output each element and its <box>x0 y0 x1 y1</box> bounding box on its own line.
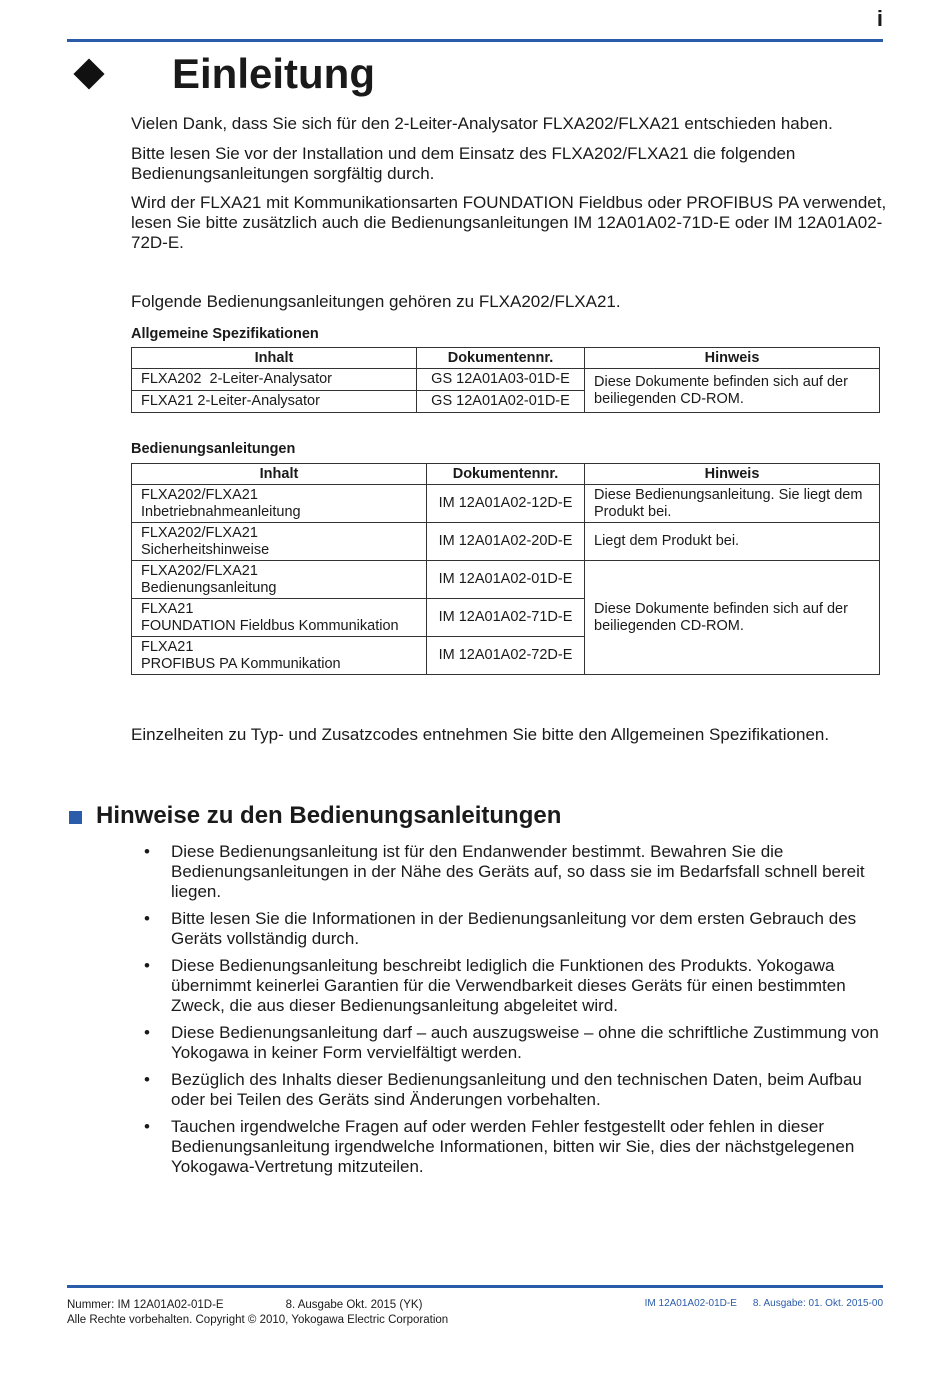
list-item <box>140 842 885 902</box>
table-cell-nr: IM 12A01A02-01D-E <box>427 561 585 599</box>
details-text: Einzelheiten zu Typ- und Zusatzcodes entnehmen Sie bitte den Allgemeinen Spezifikationen. <box>131 725 830 744</box>
inhalt-line-2: Sicherheitshinweise <box>141 541 270 558</box>
list-item-text: Diese Bedienungsanleitung beschreibt lediglich die Funktionen des Produkts. Yokogawa übernimmt keinerlei Garantien für die Verwendbarkeit dieses Geräts für einen bestimmten Zweck, die aus dieser Bedienungsanleitung abgeleitet wird. <box>171 956 846 1015</box>
inhalt-line-1: FLXA202/FLXA21 <box>141 486 258 503</box>
intro-paragraph-2: Bitte lesen Sie vor der Installation und dem Einsatz des FLXA202/FLXA21 die folgenden Bedienungsanleitungen sorgfältig durch. <box>131 144 796 183</box>
table-cell-inhalt: FLXA21 2-Leiter-Analysator <box>132 391 417 413</box>
inhalt-line-2: PROFIBUS PA Kommunikation <box>141 655 341 672</box>
bullet-icon: • <box>144 909 150 928</box>
table-row <box>132 523 880 561</box>
bullet-icon: • <box>144 956 150 975</box>
list-item-text: Bezüglich des Inhalts dieser Bedienungsanleitung und den technischen Daten, beim Aufbau oder bei Teilen des Geräts sind Änderungen vorbehalten. <box>171 1070 862 1109</box>
list-item <box>140 1117 885 1177</box>
intro-paragraph-3: Wird der FLXA21 mit Kommunikationsarten FOUNDATION Fieldbus oder PROFIBUS PA verwendet, lesen Sie bitte zusätzlich auch die Bedienungsanleitungen IM 12A01A02-71D-E oder IM 12A01A02-72D-E. <box>131 193 887 252</box>
list-item-text: Diese Bedienungsanleitung darf – auch auszugsweise – ohne die schriftliche Zustimmung von Yokogawa in keiner Form vervielfältigt werden. <box>171 1023 879 1062</box>
page-title: Einleitung <box>172 50 375 97</box>
table2-label: Bedienungsanleitungen <box>131 441 296 457</box>
list-item-text: Diese Bedienungsanleitung ist für den Endanwender bestimmt. Bewahren Sie die Bedienungsanleitungen in der Nähe des Geräts auf, so dass sie im Bedarfsfall schnell bereit liegen. <box>171 842 865 901</box>
table-cell-nr: IM 12A01A02-72D-E <box>427 637 585 675</box>
inhalt-line-1: FLXA21 <box>141 638 194 655</box>
footer-right <box>645 1298 883 1309</box>
table-cell-hinweis: Liegt dem Produkt bei. <box>585 523 880 561</box>
inhalt-line-1: FLXA202/FLXA21 <box>141 524 258 541</box>
inhalt-line-1: FLXA202/FLXA21 <box>141 562 258 579</box>
notes-list <box>140 842 885 1184</box>
inhalt-line-2: Bedienungsanleitung <box>141 579 277 596</box>
table-cell-inhalt <box>132 637 427 675</box>
table-row <box>132 485 880 523</box>
page-number: i <box>876 6 883 31</box>
table-row <box>132 561 880 599</box>
footer-nummer: Nummer: IM 12A01A02-01D-E <box>67 1299 224 1311</box>
list-item-text: Bitte lesen Sie die Informationen in der Bedienungsanleitung vor dem ersten Gebrauch des Geräts vollständig durch. <box>171 909 857 948</box>
bullet-icon: • <box>144 1070 150 1089</box>
table1-label: Allgemeine Spezifikationen <box>131 326 319 342</box>
table-cell-inhalt <box>132 561 427 599</box>
table-cell-inhalt <box>132 523 427 561</box>
bullet-icon: • <box>144 1117 150 1136</box>
intro-paragraph-1: Vielen Dank, dass Sie sich für den 2-Leiter-Analysator FLXA202/FLXA21 entschieden haben. <box>131 114 833 133</box>
table-cell-hinweis: Diese Bedienungsanleitung. Sie liegt dem Produkt bei. <box>585 485 880 523</box>
list-item <box>140 1070 885 1110</box>
table2-header-inhalt: Inhalt <box>132 464 427 485</box>
table1-header-nr: Dokumentennr. <box>417 348 585 369</box>
footer-doc-number: IM 12A01A02-01D-E <box>644 1298 737 1309</box>
section2-title: Hinweise zu den Bedienungsanleitungen <box>96 802 562 829</box>
list-item <box>140 956 885 1016</box>
list-item-text: Tauchen irgendwelche Fragen auf oder werden Fehler festgestellt oder fehlen in dieser Bedienungsanleitung irgendwelche Informationen, bitten wir Sie, dies der nächstgelegenen Yokogawa-Vertretung mitzuteilen. <box>171 1117 855 1176</box>
table-row <box>132 369 880 391</box>
inhalt-line-1: FLXA21 <box>141 600 194 617</box>
docs-intro: Folgende Bedienungsanleitungen gehören zu FLXA202/FLXA21. <box>131 292 621 311</box>
table-cell-nr: IM 12A01A02-20D-E <box>427 523 585 561</box>
table-cell-hinweis: Diese Dokumente befinden sich auf der beiliegenden CD-ROM. <box>585 561 880 675</box>
table-cell-inhalt: FLXA202 2-Leiter-Analysator <box>132 369 417 391</box>
table-cell-inhalt <box>132 599 427 637</box>
header-rule <box>67 39 883 42</box>
footer-edition: 8. Ausgabe: 01. Okt. 2015-00 <box>752 1298 883 1309</box>
table-cell-nr: IM 12A01A02-12D-E <box>427 485 585 523</box>
table-cell-nr: GS 12A01A02-01D-E <box>417 391 585 413</box>
manuals-table <box>131 463 880 675</box>
footer-rule <box>67 1285 883 1288</box>
inhalt-line-2: Inbetriebnahmeanleitung <box>141 503 301 520</box>
table-cell-nr: IM 12A01A02-71D-E <box>427 599 585 637</box>
table2-header-hinweis: Hinweis <box>585 464 880 485</box>
table-cell-inhalt <box>132 485 427 523</box>
list-item <box>140 909 885 949</box>
table1-header-hinweis: Hinweis <box>585 348 880 369</box>
table2-header-nr: Dokumentennr. <box>427 464 585 485</box>
footer-copyright: Alle Rechte vorbehalten. Copyright © 2010, Yokogawa Electric Corporation <box>67 1314 449 1326</box>
diamond-bullet-icon <box>73 58 104 89</box>
bullet-icon: • <box>144 1023 150 1042</box>
inhalt-line-2: FOUNDATION Fieldbus Kommunikation <box>141 617 399 634</box>
footer-ausgabe: 8. Ausgabe Okt. 2015 (YK) <box>285 1299 423 1311</box>
bullet-icon: • <box>144 842 150 861</box>
table1-header-inhalt: Inhalt <box>132 348 417 369</box>
footer-left <box>67 1298 448 1328</box>
square-bullet-icon <box>69 811 82 824</box>
list-item <box>140 1023 885 1063</box>
table-cell-nr: GS 12A01A03-01D-E <box>417 369 585 391</box>
table-cell-hinweis: Diese Dokumente befinden sich auf der beiliegenden CD-ROM. <box>585 369 880 413</box>
spec-table <box>131 347 880 413</box>
